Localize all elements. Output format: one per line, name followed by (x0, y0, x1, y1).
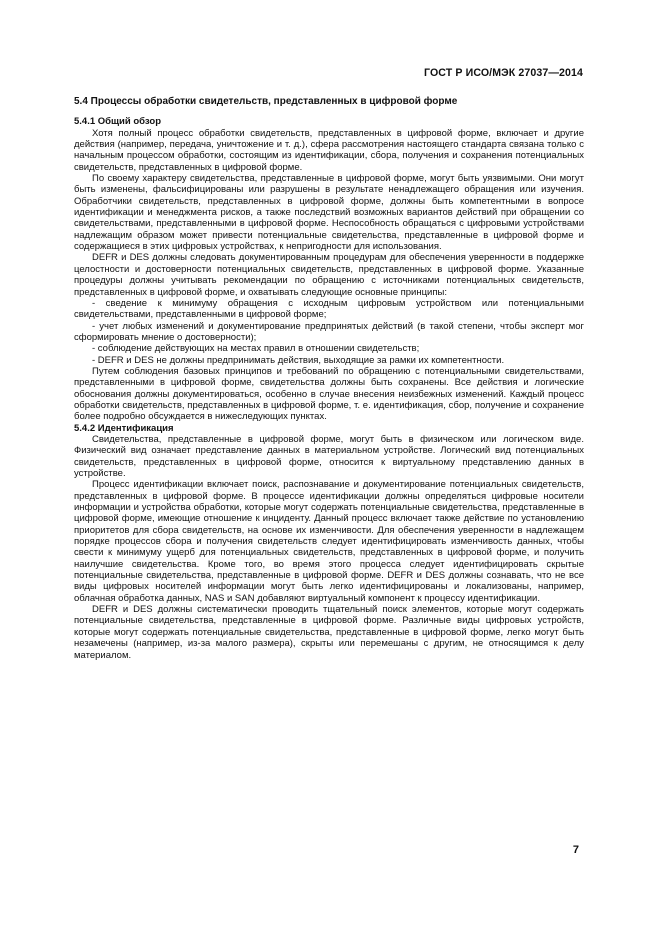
subsection-heading-5-4-1: 5.4.1 Общий обзор (74, 116, 161, 128)
list-item: - DEFR и DES не должны предпринимать действия, выходящие за рамки их компетентности. (92, 354, 505, 366)
section-heading-5-4: 5.4 Процессы обработки свидетельств, представленных в цифровой форме (74, 96, 458, 107)
paragraph: По своему характеру свидетельства, представленные в цифровой форме, могут быть уязвимыми. Они могут быть изменены, фальсифицированы или разрушены в результате ненадлежащего обращения или изучения. Обработчики свидетельств, представленных в цифровой форме, должны быть компетентными в вопросе идентификации и менеджмента рисков, а также последствий возможных вариантов действий при обращении со свидетельствами, представленными в цифровой форме. Неспособность обращаться с цифровыми устройствами надлежащим образом может привести потенциальные свидетельства, представленные в цифровой форме и содержащиеся в этих цифровых устройствах, к непригодности для использования. (74, 173, 584, 253)
page-number: 7 (572, 844, 579, 856)
list-item: - учет любых изменений и документирование предпринятых действий (в такой степени, чтобы эксперт мог сформировать мнение о достоверности); (74, 320, 584, 343)
list-item: - соблюдение действующих на местах правил в отношении свидетельств; (92, 343, 420, 355)
paragraph: Путем соблюдения базовых принципов и требований по обращению с потенциальными свидетельствами, представленными в цифровой форме, свидетельства должны быть сохранены. Все действия и логические обоснования должны документироваться, особенно в случае внесения неизбежных изменений. Каждый процесс обработки свидетельств, представленных в цифровой форме, т. е. идентификация, сбор, получение и сохранение более подробно обсуждается в нижеследующих пунктах. (74, 365, 584, 423)
list-item: - сведение к минимуму обращения с исходным цифровым устройством или потенциальными свидетельствами, представленными в цифровой форме; (74, 297, 584, 321)
paragraph: DEFR и DES должны систематически проводить тщательный поиск элементов, которые могут содержать потенциальные свидетельства, представленные в цифровой форме. Различные виды цифровых устройств, которые могут содержать потенциальные свидетельства, представленные в цифровой форме, легко могут быть незамечены (например, из-за малого размера), скрыты или перемешаны с другим, не относящимся к делу материалом. (74, 604, 584, 661)
paragraph: Хотя полный процесс обработки свидетельств, представленных в цифровой форме, включает и другие действия (например, передача, уничтожение и т. д.), сфера рассмотрения настоящего стандарта связана только с начальным процессом обработки, состоящим из идентификации, сбора, получения и сохранения потенциальных свидетельств, представленных в цифровой форме. (74, 127, 584, 173)
paragraph: Свидетельства, представленные в цифровой форме, могут быть в физическом или логическом виде. Физический вид означает представление данных в материальном устройстве. Логический вид потенциальных свидетельств, представленных в цифровой форме, относится к виртуальному представлению данных в устройстве. (74, 433, 584, 479)
paragraph: DEFR и DES должны следовать документированным процедурам для обеспечения уверенности в поддержке целостности и достоверности потенциальных свидетельств, представленных в цифровой форме. Указанные процедуры должны учитывать рекомендации по обращению с источниками потенциальных свидетельств, представленных в цифровой форме, и охватывать следующие основные принципы: (74, 252, 584, 298)
page-content (74, 96, 584, 661)
paragraph: Процесс идентификации включает поиск, распознавание и документирование потенциальных свидетельств, представленных в цифровой форме. В процессе идентификации должны определяться цифровые носители информации и устройства обработки, которые могут содержать потенциальные свидетельства, представленные в цифровой форме, имеющие отношение к инциденту. Данный процесс включает также действие по установлению приоритетов для сбора свидетельств, на основе их изменчивости. Для обеспечения уверенности в надлежащем порядке процессов сбора и получения свидетельств следует идентифицировать изменчивость данных, чтобы свести к минимуму ущерб для потенциальных свидетельств, представленных в цифровой форме, и получить наилучшие свидетельства. Кроме того, во время этого процесса следует идентифицировать скрытые потенциальные свидетельства, представленные в цифровой форме. DEFR и DES должны сознавать, что не все виды цифровых носителей информации могут быть легко идентифицированы и локализованы, например, облачная обработка данных, NAS и SAN добавляют виртуальный компонент к процессу идентификации. (74, 479, 584, 604)
subsection-heading-5-4-2: 5.4.2 Идентификация (74, 422, 174, 434)
document-header: ГОСТ Р ИСО/МЭК 27037—2014 (424, 67, 583, 79)
